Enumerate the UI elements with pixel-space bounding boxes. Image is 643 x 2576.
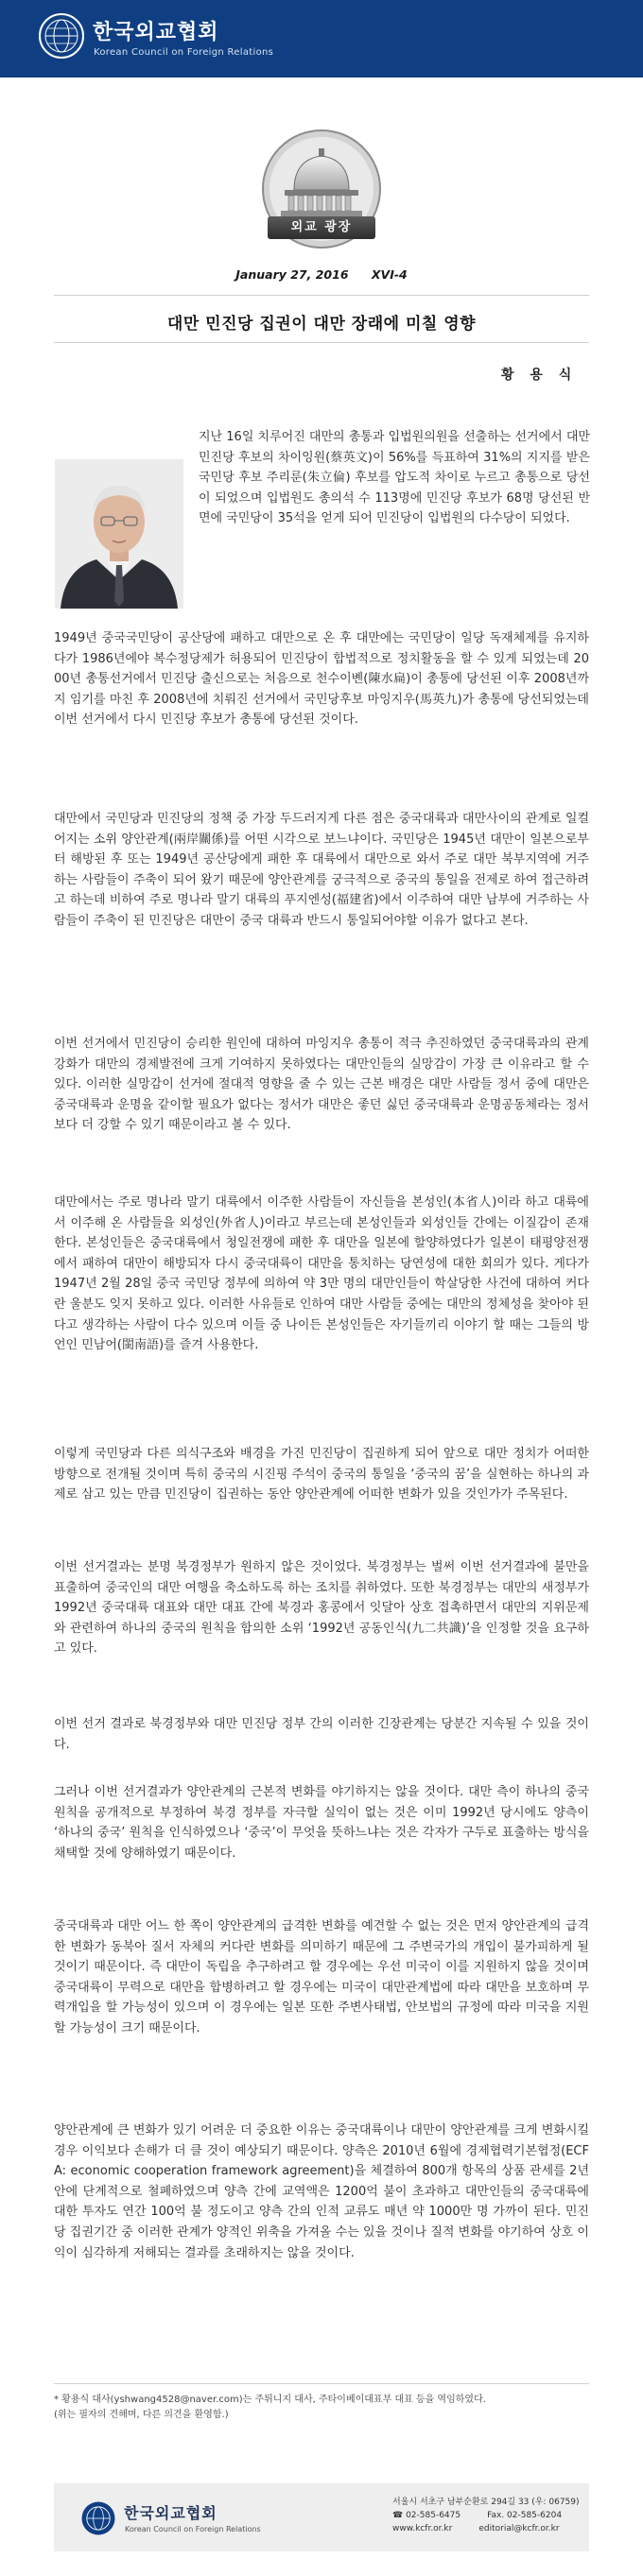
- footer-org-name: 한국외교협회: [124, 2504, 217, 2522]
- divider: [54, 2383, 589, 2384]
- footer-email-link[interactable]: editorial@kcfr.or.kr: [478, 2524, 560, 2533]
- article-paragraph: 이번 선거결과는 분명 북경정부가 원하지 않은 것이었다. 북경정부는 벌써 이번 선거결과에 불만을 표출하여 중국인의 대만 여행을 축소하도록 하는 조치를 취하였다. 또한 북경정부는 대만의 새정부가 1992년 중국대륙 대표와 대만 대표 간에 북경과 홍콩에서 잇달아 상호 접촉하면서 대만의 지위문제와 관련하여 하나의 중국의 원칙을 합의한 소위 ‘1992년 공동인식(九二共識)’을 인정할 것을 요구하고 있다.: [54, 1560, 589, 1657]
- article-paragraph: 그러나 이번 선거결과가 양안관계의 근본적 변화를 야기하지는 않을 것이다. 대만 측이 하나의 중국 원칙을 공개적으로 부정하여 북경 정부를 자극할 실익이 없는 것은 이미 1992년 당시에도 양측이 ‘하나의 중국’ 원칙을 인식하였으나 ‘중국’이 무엇을 뜻하느냐는 것은 각자가 구두로 표출하는 방식을 채택할 것에 양해하였기 때문이다.: [54, 1785, 589, 1861]
- opinion-note: (위는 필자의 견해며, 다른 의견을 환영함.): [54, 2410, 229, 2420]
- article-paragraph: 대만에서 국민당과 민진당의 정책 중 가장 두드러지게 다른 점은 중국대륙과 대만사이의 관계로 일컬어지는 소위 양안관계(兩岸關係)를 어떤 시각으로 보느냐이다. 국민당은 1945년 대만이 일본으로부터 해방된 후 또는 1949년 공산당에게 패한 후 대륙에서 대만으로 와서 주로 대만 북부지역에 거주하는 사람들이 주축이 되어 왔기 때문에 양안관계를 궁극적으로 중국의 통일을 전제로 하여 접근하려고 하는데 비하여 주로 명나라 말기 대륙의 푸지엔성(福建省)에서 이주하여 대만 남부에 거주하는 사람들이 주축이 된 민진당은 대만이 중국 대륙과 반드시 통일되어야할 이유가 없다고 본다.: [54, 812, 589, 928]
- author-note: * 황용식 대사(yshwang4528@naver.com)는 주튀니지 대사, 주타이베이대표부 대표 등을 역임하였다.: [54, 2395, 486, 2405]
- issue-line: [0, 267, 643, 282]
- footer-tel: ☎ 02-585-6475: [392, 2511, 461, 2520]
- footer-org-name-en: Korean Council on Foreign Relations: [125, 2525, 261, 2533]
- header-bar: [0, 0, 643, 77]
- footer-address: 서울시 서초구 남부순환로 294길 33 (우: 06759): [392, 2498, 580, 2507]
- footer-website-link[interactable]: www.kcfr.or.kr: [392, 2524, 453, 2533]
- article-paragraph: 대만에서는 주로 명나라 말기 대륙에서 이주한 사람들이 자신들을 본성인(本省人)이라 하고 대륙에서 이주해 온 사람들을 외성인(外省人)이라고 부르는데 본성인들과 외성인들 간에는 이질감이 존재한다. 본성인들은 중국대륙에서 청일전쟁에 패한 후 대만을 일본에 할양하였다가 일본이 태평양전쟁에서 패하여 대만이 해방되자 다시 중국대륙이 대만을 통치하는 당연성에 대한 회의가 있다. 게다가 1947년 2월 28일 중국 국민당 정부에 의하여 약 3만 명의 대만인들이 학살당한 사건에 대하여 커다란 울분도 잊지 못하고 있다. 이러한 사유들로 인하여 대만 사람들 중에는 대만의 정체성을 찾아야 된다고 생각하는 사람이 다수 있으며 이들 중 나이든 본성인들은 자기들끼리 이야기 할 때는 그들의 방언인 민남어(閩南語)를 즐겨 사용한다.: [54, 1195, 589, 1353]
- article-paragraph: 중국대륙과 대만 어느 한 쪽이 양안관계의 급격한 변화를 예견할 수 없는 것은 먼저 양안관계의 급격한 변화가 동북아 질서 자체의 커다란 변화를 의미하기 때문에 그 주변국가의 개입이 불가피하게 될 것이기 때문이다. 즉 대만이 독립을 추구하려고 할 경우에는 우선 미국이 이를 지원하지 않을 것이며 중국대륙이 무력으로 대만을 합병하려고 할 경우에는 미국이 대만관계법에 따라 대만을 보호하며 무력개입을 할 가능성이 있으며 이 경우에는 일본 또한 주변사태법, 안보법의 규정에 따라 미국을 지원할 가능성이 크기 때문이다.: [54, 1919, 589, 2035]
- article-author: 황 용 식: [501, 368, 578, 383]
- article-paragraph: 이렇게 국민당과 다른 의식구조와 배경을 가진 민진당이 집권하게 되어 앞으로 대만 정치가 어떠한 방향으로 전개될 것이며 특히 중국의 시진핑 주석이 중국의 통일을 ‘중국의 꿈’을 실현하는 하나의 과제로 삼고 있는 만큼 민진당이 집권하는 동안 양안관계에 어떠한 변화가 있을 것인가가 주목된다.: [54, 1447, 589, 1503]
- footer: [54, 2483, 589, 2551]
- org-name-en: Korean Council on Foreign Relations: [94, 47, 274, 58]
- article-paragraph: 양안관계에 큰 변화가 있기 어려운 더 중요한 이유는 중국대륙이나 대만이 양안관계를 크게 변화시킬 경우 이익보다 손해가 더 클 것이 예상되기 때문이다. 양측은 2010년 6월에 경제협력기본협정(ECFA: economic cooperation framework agreement)을 체결하여 800개 항목의 상품 관세를 2년 안에 단계적으로 철폐하였으며 양측 간에 교역액은 1200억 불이 초과하고 대만인들의 중국대륙에 대한 투자도 연간 100억 불 정도이고 양측 간의 인적 교류도 매년 약 1000만 명 가까이 된다. 민진당 집권기간 중 이러한 관계가 양적인 위축을 가져올 수는 있을 것이나 질적 변화를 야기하여 상호 이익이 심각하게 저해되는 결과를 초래하지는 않을 것이다.: [54, 2123, 589, 2260]
- kcfr-footer-logo-icon: [80, 2500, 116, 2536]
- footer-fax: Fax. 02-585-6204: [487, 2511, 563, 2520]
- article-paragraph: 1949년 중국국민당이 공산당에 패하고 대만으로 온 후 대만에는 국민당이 일당 독재체제를 유지하다가 1986년에야 복수정당제가 허용되어 민진당이 합법적으로 정치활동을 할 수 있게 되었는데 2000년 총통선거에서 민진당 출신으로는 처음으로 천수이볜(陳水扁)이 총통에 당선된 이후 2008년까지 임기를 마친 후 2008년에 치뤄진 선거에서 국민당후보 마잉지우(馬英九)가 총통에 당선되었는데 이번 선거에서 다시 민진당 후보가 총통에 당선된 것이다.: [54, 631, 589, 728]
- org-name: 한국외교협회: [93, 21, 219, 44]
- divider: [54, 342, 589, 343]
- article-intro: 지난 16일 치루어진 대만의 총통과 입법원의원을 선출하는 선거에서 대만 민진당 후보의 차이잉원(蔡英文)이 56%를 득표하여 31%의 지지를 받은 국민당 후보 주리룬(朱立倫) 후보를 압도적 차이로 누르고 총통으로 당선이 되었으며 입법원도 총의석 수 113명에 민진당 후보가 68명 당선된 반면에 국민당이 35석을 얻게 되어 민진당이 입법원의 다수당이 되었다.: [199, 430, 590, 526]
- author-portrait-icon: [55, 459, 183, 609]
- article-paragraph: 이번 선거 결과로 북경정부와 대만 민진당 정부 간의 이러한 긴장관계는 당분간 지속될 수 있을 것이다.: [54, 1717, 589, 1752]
- article-title: 대만 민진당 집권이 대만 장래에 미칠 영향: [166, 315, 477, 334]
- footnote: [54, 2393, 589, 2423]
- emblem-caption: 외교 광장: [290, 220, 353, 234]
- issue-number: XVI-4: [371, 267, 408, 282]
- divider: [54, 295, 589, 296]
- footer-contact: [392, 2496, 580, 2535]
- kcfr-logo-icon: [38, 12, 85, 60]
- issue-date: January 27, 2016: [235, 267, 349, 282]
- article-paragraph: 이번 선거에서 민진당이 승리한 원인에 대하여 마잉지우 총통이 적극 추진하였던 중국대륙과의 관계강화가 대만의 경제발전에 크게 기여하지 못하였다는 대만인들의 실망감이 가장 큰 이유라고 할 수 있다. 이러한 실망감이 선거에 절대적 영향을 줄 수 있는 근본 배경은 대만 사람들 정서 중에 대만은 중국대륙과 운명을 같이할 필요가 없다는 정서가 대만은 좋던 싫던 중국대륙과 운명공동체라는 정서보다 더 강할 수 있기 때문이라고 볼 수 있다.: [54, 1037, 589, 1133]
